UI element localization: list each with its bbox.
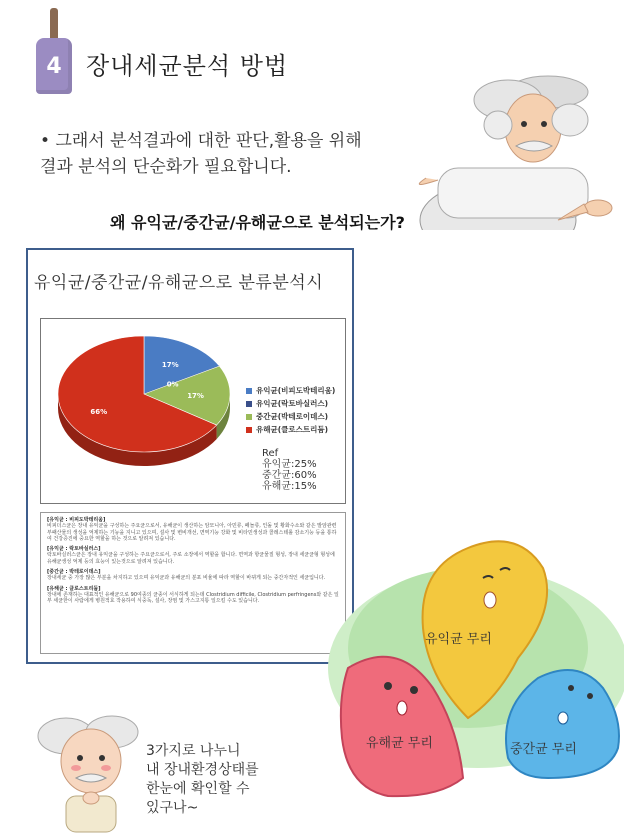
pie-data-label: 17% — [161, 361, 179, 370]
ref-title: Ref — [262, 448, 279, 459]
intro-line-2: 결과 분석의 단순화가 필요합니다. — [40, 157, 292, 177]
legend-item: 유익균(락토바실러스) — [246, 397, 335, 410]
legend-swatch — [246, 401, 252, 407]
pie-chart — [52, 332, 242, 480]
chart-legend — [246, 384, 335, 436]
reference-values — [262, 448, 317, 492]
section-title: 장내세균분석 방법 — [86, 52, 289, 80]
pink-blob-label: 유해균 무리 — [366, 736, 433, 751]
einstein-thinking-illustration — [36, 706, 146, 836]
speech-text: 3가지로 나누니 내 장내환경상태를 한눈에 확인할 수 있구나~ — [146, 743, 259, 816]
blue-blob-label: 중간균 무리 — [510, 742, 577, 757]
bacteria-groups-illustration — [318, 528, 624, 828]
bullet-icon: • — [40, 131, 51, 151]
legend-item: 중간균(박테로이데스) — [246, 410, 335, 423]
legend-item: 유익균(비피도박테리움) — [246, 384, 335, 397]
pie-data-label: 17% — [187, 392, 204, 401]
einstein-pointing-illustration — [398, 70, 628, 230]
note-block: [유해균 : 클로스트리듐] 장내에 존재하는 대표적인 유해균으로 90여종의 균종이 서식하게 되는데 Clostridium difficile, Clostridium perfringens와 같은 일부 세균한이 사람에게 병원적효 작용하여 식중독, 설사, 장염 및 가스고지통 일으킬 수도 있습니다. — [47, 585, 339, 605]
yellow-blob-label: 유익균 무리 — [425, 632, 492, 647]
pie-data-label: 66% — [90, 407, 108, 416]
panel-title: 유익균/중간균/유해균으로 분류분석시 — [34, 273, 324, 293]
section-number: 4 — [46, 54, 62, 79]
question-heading: 왜 유익균/중간균/유해균으로 분석되는가? — [110, 213, 405, 232]
pie-data-label: 0% — [166, 380, 179, 389]
intro-line-1: 그래서 분석결과에 대한 판단,활용을 위해 — [55, 131, 362, 151]
ref-line: 중간균:60% — [262, 470, 317, 481]
legend-swatch — [246, 427, 252, 433]
legend-swatch — [246, 388, 252, 394]
ref-line: 유익균:25% — [262, 459, 317, 470]
bacteria-notes — [40, 512, 346, 654]
intro-text — [40, 128, 410, 180]
note-block: [중간균 : 박테로이데스] 장내세균 중 가장 많은 부분을 차지하고 있으며 유익균과 유해균의 분포 비율에 따라 역할이 바뀌게 되는 중간자적인 세균입니다. — [47, 569, 326, 582]
ref-line: 유해균:15% — [262, 481, 317, 492]
legend-swatch — [246, 414, 252, 420]
note-block: [유익균 : 락토바실러스] 락토바실러스균은 장내 유익균을 구성하는 주요균으로서, 주로 소장에서 역할을 합니다. 면역과 항균물질 형성, 장내 세균균형 형성에 유해균생성 억제 등의 효능이 있는것으로 알려져 있습니다. — [47, 546, 335, 565]
note-block: [유익균 : 비피도박테리움] 비피더스균은 장내 유익균을 구성하는 주요균으로서, 유해균이 생산하는 암모니아, 아민류, 페놀류, 인돌 및 황화수소와 같은 발암관련 부패산물의 생성을 억제하는 기능을 지니고 있으며, 설사 및 변비개선, 면역기능 강화 및 비타민생성과 콜레스테롤 감소기능 등을 통하여 건강증진에 중요한 역할을 하는 것으로 알려져 있습니다. — [47, 517, 337, 542]
legend-item: 유해균(클로스트리듐) — [246, 423, 335, 436]
